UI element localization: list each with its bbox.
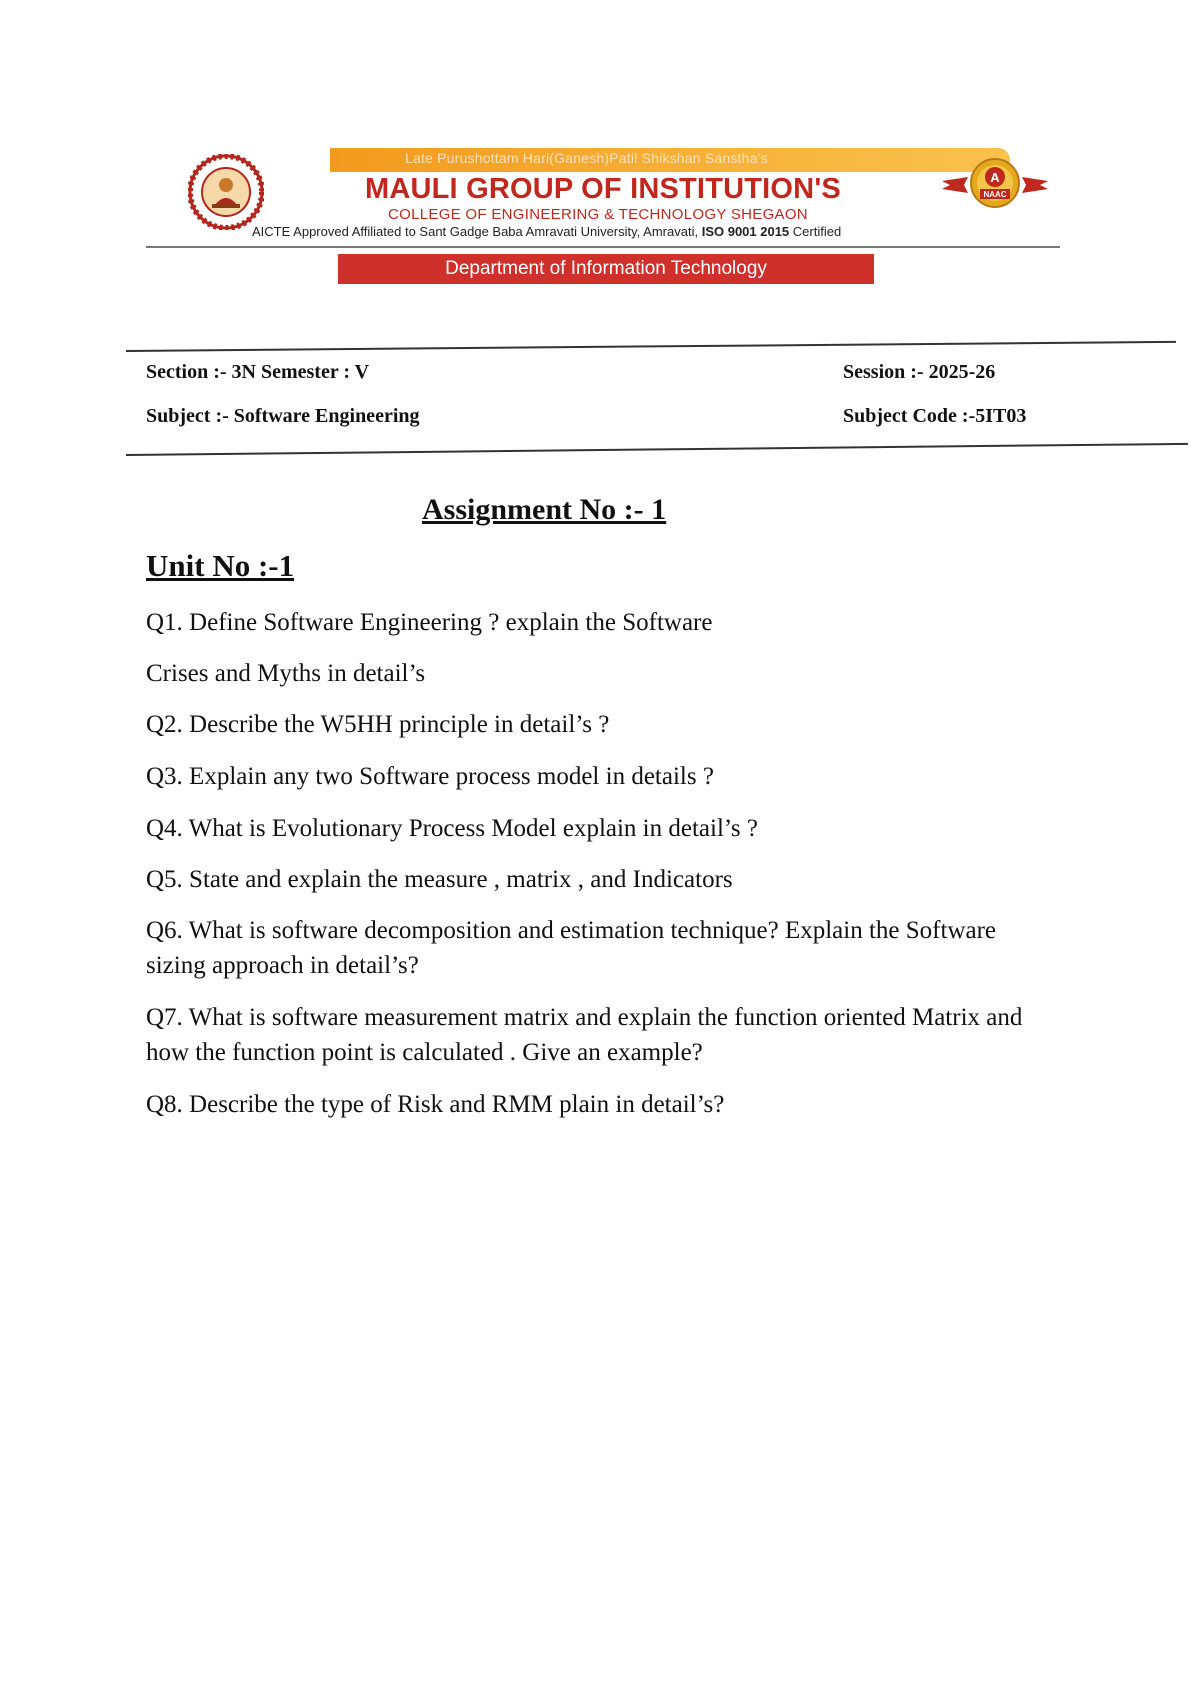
question-1-cont: Crises and Myths in detail’s [146,660,426,687]
sanstha-name: Late Purushottam Hari(Ganesh)Patil Shikshan Sanstha's [405,150,768,166]
question-2: Q2. Describe the W5HH principle in detail’s ? [146,711,610,738]
affiliation-line [252,224,841,239]
college-seal-icon [188,154,264,230]
letterhead-banner [330,148,1010,172]
college-name: COLLEGE OF ENGINEERING & TECHNOLOGY SHEGAON [388,206,808,223]
info-top-rule [126,341,1176,352]
question-4: Q4. What is Evolutionary Process Model explain in detail’s ? [146,815,758,842]
subject-code: Subject Code :-5IT03 [843,405,1027,427]
question-6: Q6. What is software decomposition and estimation technique? Explain the Software sizing approach in detail’s? [146,917,997,979]
question-7: Q7. What is software measurement matrix and explain the function oriented Matrix and how the function point is calculated . Give an example? [146,1004,1023,1066]
assignment-title: Assignment No :- 1 [422,493,667,526]
subject: Subject :- Software Engineering [146,405,420,427]
naac-grade: A [990,170,1000,185]
session: Session :- 2025-26 [843,361,996,383]
unit-title: Unit No :-1 [146,548,295,583]
affiliation-text: AICTE Approved Affiliated to Sant Gadge Baba Amravati University, Amravati, [252,224,699,239]
question-1: Q1. Define Software Engineering ? explain the Software [146,609,713,636]
question-8: Q8. Describe the type of Risk and RMM plain in detail’s? [146,1091,725,1118]
certified-text: Certified [792,224,842,239]
department-banner: Department of Information Technology [338,254,874,284]
section-semester: Section :- 3N Semester : V [146,361,370,383]
naac-label: NAAC [983,190,1007,199]
letterhead-divider [146,246,1060,248]
info-bottom-rule [126,443,1188,456]
question-3: Q3. Explain any two Software process model in details ? [146,763,714,790]
iso-text: ISO 9001 2015 [701,224,790,239]
question-5: Q5. State and explain the measure , matrix , and Indicators [146,866,733,893]
institution-name: MAULI GROUP OF INSTITUTION'S [365,173,841,205]
naac-badge-icon [940,155,1050,215]
